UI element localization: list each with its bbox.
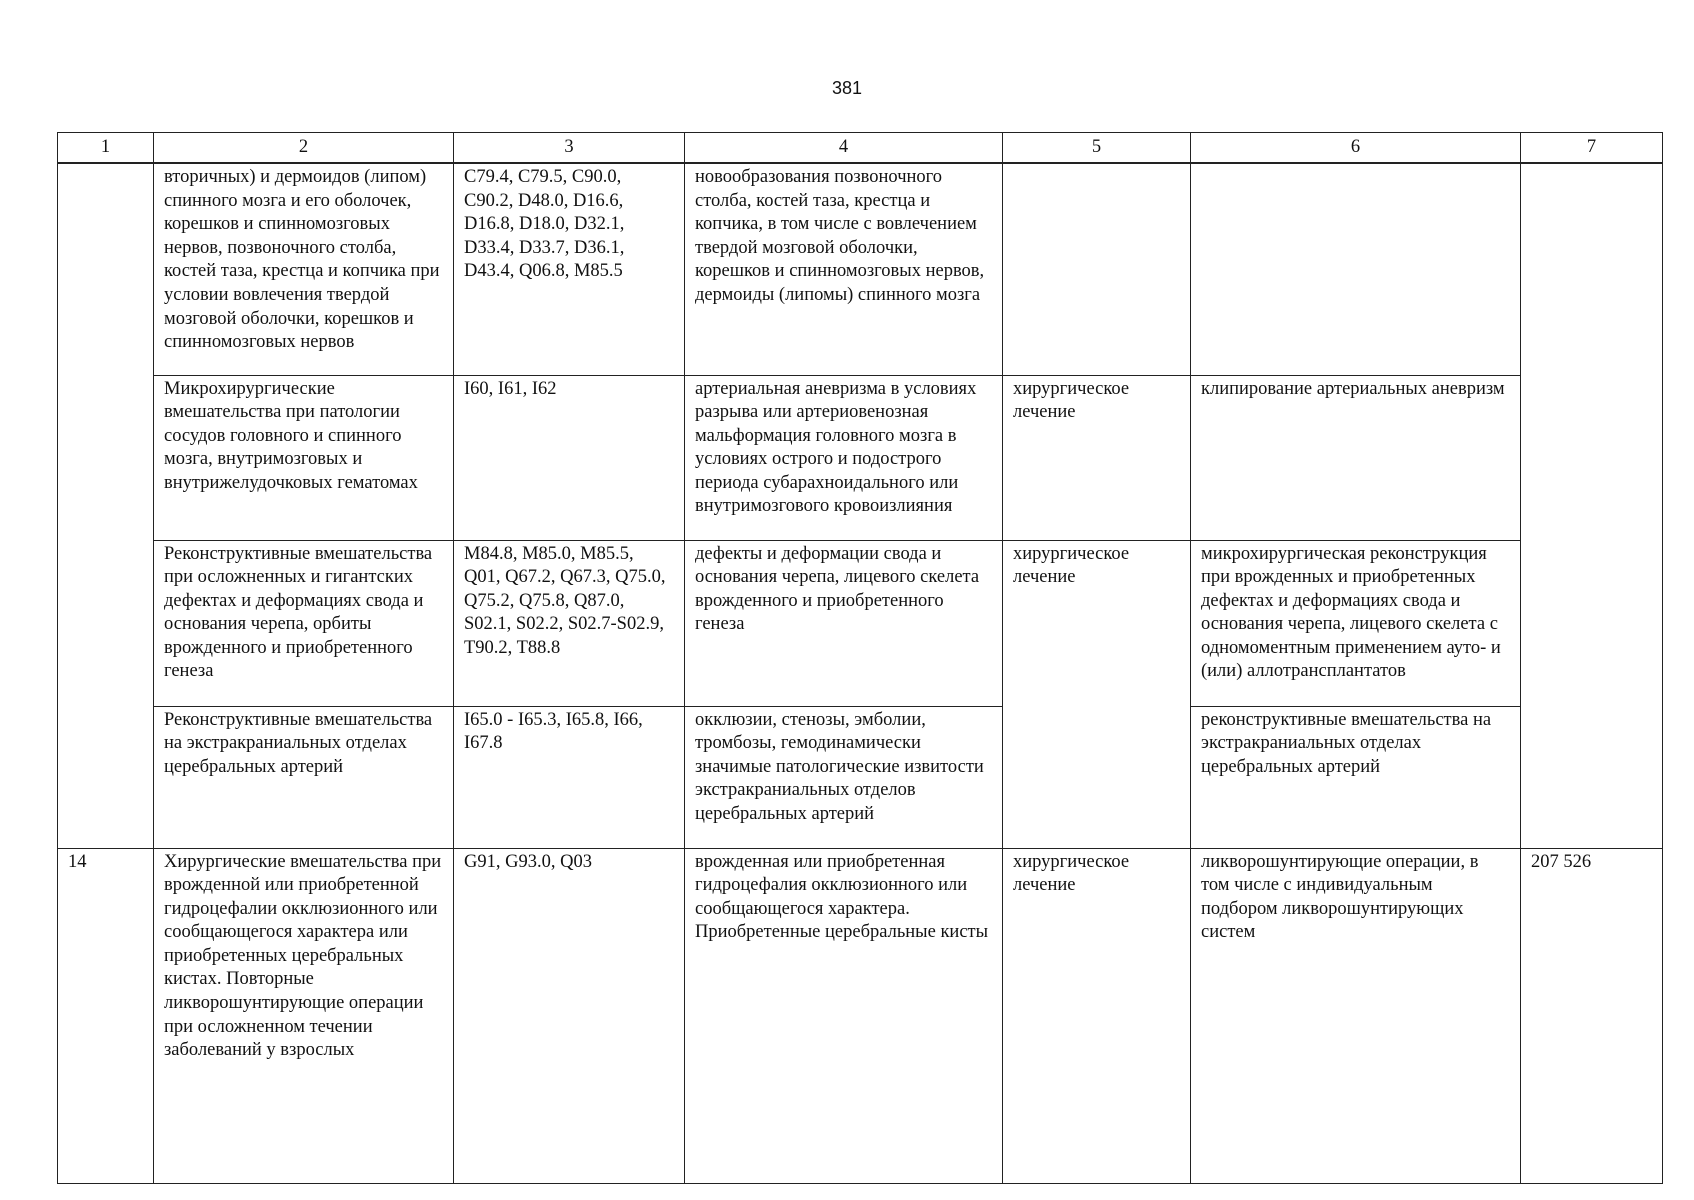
icd-codes-cell: I60, I61, I62: [454, 375, 685, 540]
column-header-3: 3: [454, 133, 685, 164]
treatment-type-cell: хирургическое лечение: [1003, 540, 1191, 848]
method-cell: вторичных) и дермоидов (липом) спинного мозга и его оболочек, корешков и спинномозговых нервов, позвоночного столба, костей таза, крестца и копчика при условии вовлечения твердой мозговой оболочки, корешков и спинномозговых нервов: [154, 163, 454, 375]
treatment-method-cell: клипирование артериальных аневризм: [1191, 375, 1521, 540]
column-header-1: 1: [58, 133, 154, 164]
page-number: 381: [831, 78, 863, 98]
cost-cell: 207 526: [1521, 848, 1663, 1183]
method-cell: Микрохирургические вмешательства при патологии сосудов головного и спинного мозга, внутримозговых и внутрижелудочковых гематомах: [154, 375, 454, 540]
medical-care-table: [57, 132, 1663, 1184]
treatment-type-cell: хирургическое лечение: [1003, 375, 1191, 540]
method-cell: Хирургические вмешательства при врожденной или приобретенной гидроцефалии окклюзионного или сообщающегося характера или приобретенных церебральных кистах. Повторные ликворошунтирующие операции при осложненном течении заболеваний у взрослых: [154, 848, 454, 1183]
column-header-5: 5: [1003, 133, 1191, 164]
table-row: [58, 375, 1663, 540]
table-row: [58, 163, 1663, 375]
table-row: [58, 848, 1663, 1183]
treatment-type-cell: [1003, 163, 1191, 375]
row-number-cell: [58, 163, 154, 848]
treatment-method-cell: микрохирургическая реконструкция при врожденных и приобретенных дефектах и деформациях свода и основания черепа, лицевого скелета с одномоментным применением ауто- и (или) аллотрансплантатов: [1191, 540, 1521, 706]
treatment-method-cell: [1191, 163, 1521, 375]
row-number-cell: 14: [58, 848, 154, 1183]
icd-codes-cell: G91, G93.0, Q03: [454, 848, 685, 1183]
cost-cell: [1521, 163, 1663, 848]
diagnosis-cell: окклюзии, стенозы, эмболии, тромбозы, гемодинамически значимые патологические извитости экстракраниальных отделов церебральных артерий: [685, 706, 1003, 848]
method-cell: Реконструктивные вмешательства при осложненных и гигантских дефектах и деформациях свода и основания черепа, орбиты врожденного и приобретенного генеза: [154, 540, 454, 706]
header-row: [58, 133, 1663, 164]
method-cell: Реконструктивные вмешательства на экстракраниальных отделах церебральных артерий: [154, 706, 454, 848]
diagnosis-cell: новообразования позвоночного столба, костей таза, крестца и копчика, в том числе с вовлечением твердой мозговой оболочки, корешков и спинномозговых нервов, дермоиды (липомы) спинного мозга: [685, 163, 1003, 375]
column-header-4: 4: [685, 133, 1003, 164]
table-row: [58, 706, 1663, 848]
column-header-6: 6: [1191, 133, 1521, 164]
column-header-7: 7: [1521, 133, 1663, 164]
treatment-type-cell: хирургическое лечение: [1003, 848, 1191, 1183]
column-header-2: 2: [154, 133, 454, 164]
icd-codes-cell: I65.0 - I65.3, I65.8, I66, I67.8: [454, 706, 685, 848]
icd-codes-cell: C79.4, C79.5, C90.0, C90.2, D48.0, D16.6, D16.8, D18.0, D32.1, D33.4, D33.7, D36.1, D43.4, Q06.8, M85.5: [454, 163, 685, 375]
treatment-method-cell: реконструктивные вмешательства на экстракраниальных отделах церебральных артерий: [1191, 706, 1521, 848]
diagnosis-cell: дефекты и деформации свода и основания черепа, лицевого скелета врожденного и приобретенного генеза: [685, 540, 1003, 706]
diagnosis-cell: врожденная или приобретенная гидроцефалия окклюзионного или сообщающегося характера. Приобретенные церебральные кисты: [685, 848, 1003, 1183]
table-row: [58, 540, 1663, 706]
icd-codes-cell: M84.8, M85.0, M85.5, Q01, Q67.2, Q67.3, Q75.0, Q75.2, Q75.8, Q87.0, S02.1, S02.2, S02.7-S02.9, T90.2, T88.8: [454, 540, 685, 706]
treatment-method-cell: ликворошунтирующие операции, в том числе с индивидуальным подбором ликворошунтирующих систем: [1191, 848, 1521, 1183]
diagnosis-cell: артериальная аневризма в условиях разрыва или артериовенозная мальформация головного мозга в условиях острого и подострого периода субарахноидального или внутримозгового кровоизлияния: [685, 375, 1003, 540]
